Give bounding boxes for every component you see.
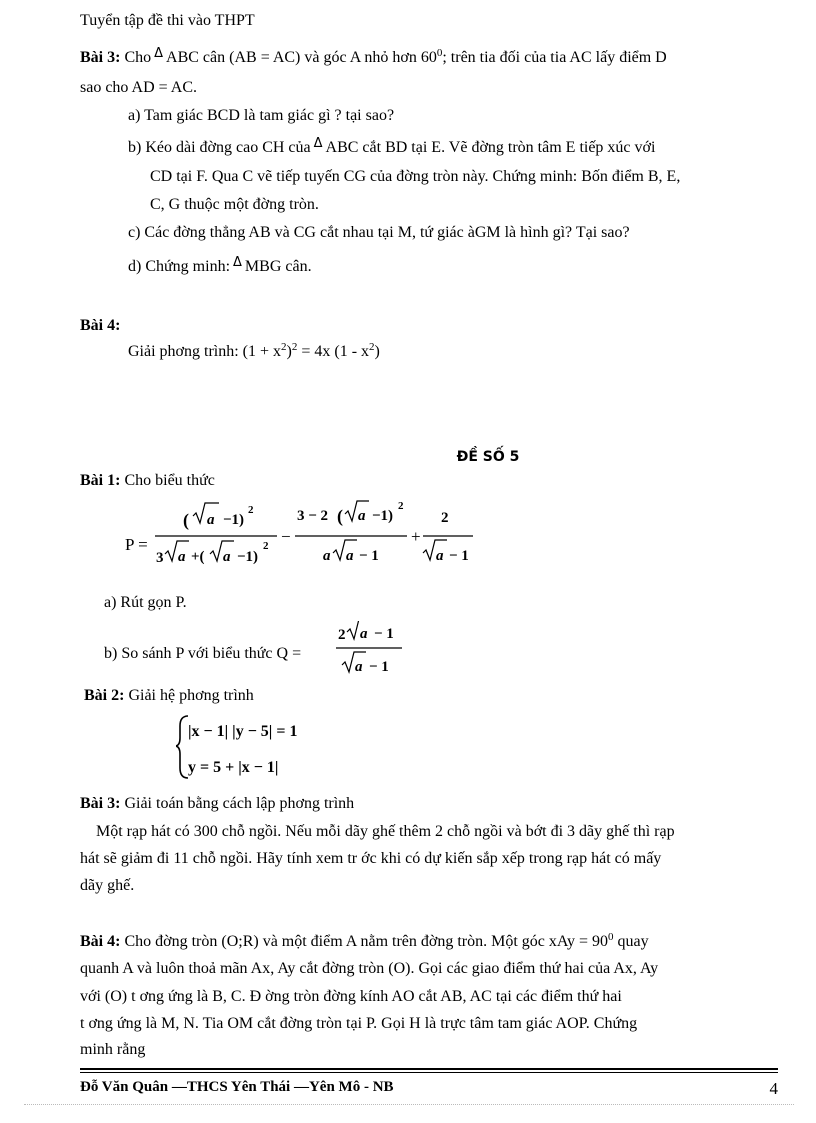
bai1-item-a: a) Rút gọn P.	[104, 594, 187, 611]
svg-text:− 1: − 1	[449, 548, 469, 564]
page-edge-dots	[24, 1104, 794, 1105]
running-header: Tuyển tập đề thi vào THPT	[80, 12, 255, 29]
bai4-top-label: Bài 4:	[80, 317, 121, 334]
bai3-top-line1: Bài 3: Cho $^\Delta$ ABC cân (AB = AC) và góc A nhỏ hơn $60^0$; trên tia đối của tia AC lấy điểm D	[80, 46, 667, 66]
svg-text:2: 2	[398, 500, 404, 512]
svg-text:y = 5 + |x − 1|: y = 5 + |x − 1|	[188, 759, 279, 776]
svg-text:− 1: − 1	[369, 659, 389, 675]
svg-text:a: a	[358, 508, 366, 524]
section-title: ĐỀ SỐ 5	[456, 449, 520, 465]
footer-rule	[80, 1068, 778, 1070]
bai1-label: Bài 1:	[80, 472, 121, 489]
fraction-3	[423, 510, 473, 564]
svg-text:2: 2	[441, 510, 449, 526]
bai3-top-label: Bài 3:	[80, 49, 121, 66]
bai4-top-equation: Giải phơng trình: $(1 + x^2)^2 = 4x$ $(1 - x^2)$	[128, 341, 380, 360]
bai3-label: Bài 3:	[80, 795, 121, 812]
bai3-top-item-b3: C, G thuộc một đờng tròn.	[150, 196, 319, 213]
system-equations	[176, 712, 346, 782]
fraction-1	[155, 503, 277, 566]
svg-text:3 − 2: 3 − 2	[297, 508, 329, 524]
svg-text:|x − 1| |y − 5| = 1: |x − 1| |y − 5| = 1	[188, 723, 298, 740]
bai4-label: Bài 4:	[80, 933, 121, 950]
fraction-2	[295, 500, 407, 564]
svg-text:a: a	[355, 659, 363, 675]
bai3-top-item-c: c) Các đờng thẳng AB và CG cắt nhau tại M, tứ giác àGM là hình gì? Tại sao?	[128, 224, 630, 241]
svg-text:a: a	[223, 549, 231, 565]
bai1-item-b: b) So sánh P với biểu thức Q =	[104, 645, 302, 662]
formula-p	[125, 496, 485, 578]
bai2-label: Bài 2:	[84, 687, 125, 704]
bai3-top-line2: sao cho AD = AC.	[80, 79, 198, 96]
svg-text:−1): −1)	[237, 549, 259, 565]
bai3-top-item-b1: b) Kéo dài đờng cao CH của $^\Delta$ ABC cắt BD tại E. Vẽ đờng tròn tâm E tiếp xúc với	[128, 136, 656, 156]
svg-text:(: (	[337, 506, 343, 526]
svg-text:2: 2	[263, 540, 269, 552]
footer	[80, 1079, 778, 1096]
bai4-line5: minh rằng	[80, 1041, 146, 1058]
svg-text:a: a	[323, 548, 331, 564]
triangle-icon: Δ	[313, 136, 323, 151]
svg-text:a: a	[346, 548, 354, 564]
svg-text:P =: P =	[125, 535, 148, 554]
svg-text:− 1: − 1	[374, 626, 394, 642]
svg-text:2: 2	[248, 504, 254, 516]
bai4-line4: t ơng ứng là M, N. Tia OM cắt đờng tròn tại P. Gọi H là trực tâm tam giác AOP. Chứng	[80, 1015, 638, 1032]
triangle-icon: Δ	[233, 255, 242, 270]
svg-text:2: 2	[338, 627, 346, 643]
footer-author: Đỗ Văn Quân —THCS Yên Thái —Yên Mô - NB	[80, 1079, 394, 1095]
formula-q	[334, 621, 414, 679]
svg-text:a: a	[178, 549, 186, 565]
footer-rule-thin	[80, 1072, 778, 1073]
bai2-line: Bài 2: Giải hệ phơng trình	[84, 687, 254, 704]
bai4-line1: Bài 4: Cho đờng tròn (O;R) và một điểm A nằm trên đờng tròn. Một góc xAy = $90^0$ quay	[80, 931, 649, 950]
svg-text:+(: +(	[191, 549, 205, 565]
svg-text:3: 3	[156, 550, 164, 566]
bai4-line2: quanh A và luôn thoả mãn Ax, Ay cắt đờng tròn (O). Gọi các giao điểm thứ hai của Ax, Ay	[80, 960, 659, 977]
bai3-top-item-b2: CD tại F. Qua C vẽ tiếp tuyến CG của đờng tròn này. Chứng minh: Bốn điểm B, E,	[150, 168, 681, 185]
bai4-line3: với (O) t ơng ứng là B, C. Đ ờng tròn đờng kính AO cắt AB, AC tại các điểm thứ hai	[80, 988, 622, 1005]
svg-text:−: −	[281, 527, 291, 546]
svg-text:−1): −1)	[372, 508, 394, 524]
svg-text:+: +	[411, 527, 421, 546]
bai3-p1: Một rạp hát có 300 chỗ ngồi. Nếu mỗi dãy ghế thêm 2 chỗ ngồi và bớt đi 3 dãy ghế thì rạp	[96, 823, 675, 840]
bai1-line: Bài 1: Cho biểu thức	[80, 472, 215, 489]
bai3-top-item-a: a) Tam giác BCD là tam giác gì ? tại sao?	[128, 107, 395, 124]
bai3-p2: hát sẽ giảm đi 11 chỗ ngồi. Hãy tính xem tr ớc khi có dự kiến sắp xếp trong rạp hát có mấy	[80, 850, 662, 867]
svg-text:a: a	[360, 626, 368, 642]
bai3-line: Bài 3: Giải toán bằng cách lập phơng trình	[80, 795, 355, 812]
svg-text:a: a	[207, 512, 215, 528]
svg-text:(: (	[183, 510, 189, 530]
svg-text:− 1: − 1	[359, 548, 379, 564]
triangle-icon: Δ	[154, 46, 164, 61]
bai3-top-item-d: d) Chứng minh: $^\Delta$ MBG cân.	[128, 255, 312, 275]
page-number: 4	[769, 1079, 778, 1098]
svg-text:a: a	[436, 548, 444, 564]
svg-text:−1): −1)	[223, 512, 245, 528]
bai3-p3: dãy ghế.	[80, 877, 135, 894]
